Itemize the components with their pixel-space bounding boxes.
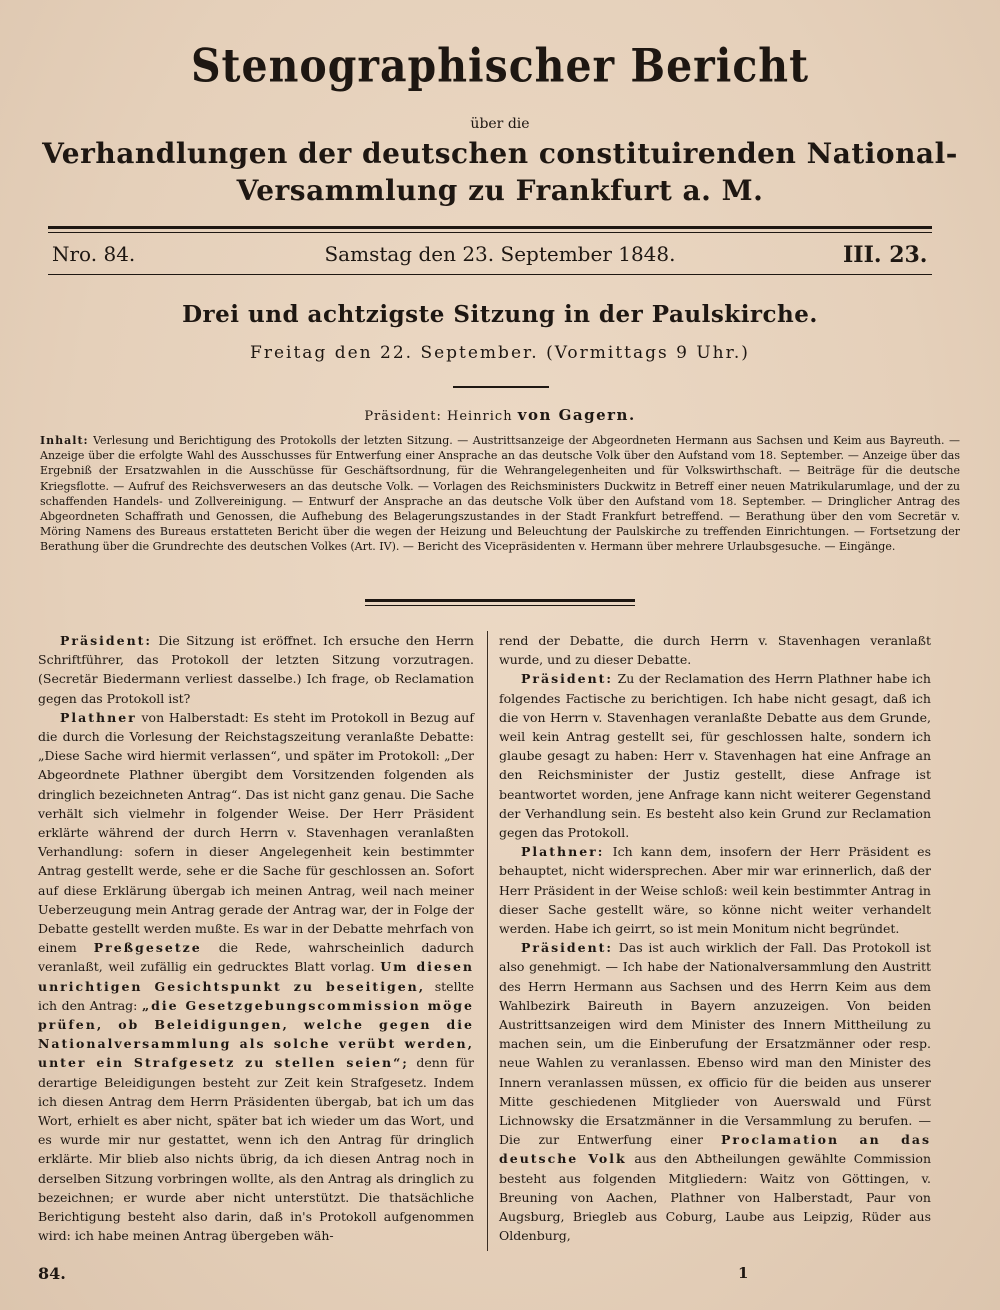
speech-text: Das ist auch wirklich der Fall. Das Protokoll ist also genehmigt. — Ich habe der Nationalversammlung den Austritt des Herrn Hermann aus Sachsen und des Herrn Keim aus dem Wahlbezirk Baireuth in Bayern anzuzeigen. Von beiden Austrittsanzeigen wird dem Minister des Innern Mittheilung zu machen sein, um die Einberufung der Ersatzmänner oder resp. neue Wahlen zu veranlassen. Ebenso wird man den Minister des Innern veranlassen müssen, ex officio für die beiden aus unserer Mitte geschiedenen Mitglieder von Auerswald und Fürst Lichnowsky die Ersatzmänner in die Versammlung zu berufen. — Die zur Entwerfung einer bbox=[499, 940, 931, 1148]
contents-label: Inhalt: bbox=[40, 434, 89, 447]
president-line bbox=[0, 406, 1000, 424]
speaker-name: Plathner: bbox=[521, 844, 605, 860]
issue-date: Samstag den 23. September 1848. bbox=[324, 242, 676, 266]
speech-text: von Halberstadt: Es steht im Protokoll in Bezug auf die durch die Vorlesung der Reichstagszeitung veranlaßte Debatte: „Diese Sache wird hiermit verlassen“, und später im Protokoll: „Der Abgeordnete Plathner übergibt dem Vorsitzenden folgenden als dringlich bezeichneten Antrag“. Das ist nicht ganz genau. Die Sache verhält sich vielmehr in folgender Weise. Der Herr Präsident erklärte während der durch Herrn v. Stavenhagen veranlaßten Verhandlung: sofern in dieser Angelegenheit kein bestimmter Antrag gestellt werde, sehe er die Sache für geschlossen an. Sofort auf diese Erklärung übergab ich meinen Antrag, weil nach meiner Ueberzeugung mein Antrag gerade der Antrag war, der in Folge der Debatte gestellt werden mußte. Es war in der Debatte mehrfach von einem bbox=[38, 709, 474, 956]
speech-text: rend der Debatte, die durch Herrn v. Stavenhagen veranlaßt wurde, und zu dieser Debatte. bbox=[499, 633, 931, 668]
president-first-name: Heinrich bbox=[447, 409, 513, 424]
masthead-subtitle-line1: Verhandlungen der deutschen constituirenden National- bbox=[42, 137, 958, 170]
speech-text: Zu der Reclamation des Herrn Plathner habe ich folgendes Factische zu berichtigen. Ich habe nicht gesagt, daß ich die von Herrn v. Stavenhagen veranlaßte Debatte aus dem Grunde, weil kein Antrag gestellt sei, für geschlossen halte, sondern ich glaube gesagt zu haben: Herr v. Stavenhagen hat eine Anfrage an den Reichsminister der Justiz gestellt, diese Anfrage ist beantwortet worden, jene Anfrage kann nicht weiterer Gegenstand der Verhandlung sein. Es besteht also kein Grund zur Reclamation gegen das Protokoll. bbox=[499, 671, 931, 841]
speech-text: aus den Abtheilungen gewählte Commission besteht aus folgenden Mitgliedern: Waitz von Göttingen, v. Breuning von Aachen, Plathner von Halberstadt, Paur von Augsburg, Briegleb aus Coburg, Laube aus Leipzig, Rüder aus Oldenburg, bbox=[499, 1151, 931, 1244]
session-divider bbox=[453, 386, 549, 388]
speech-text: die Rede, wahrscheinlich dadurch veranlaßt, weil zufällig ein gedrucktes Blatt vorlag. bbox=[38, 940, 474, 975]
speech-text: denn für derartige Beleidigungen besteht zur Zeit kein Strafgesetz. Indem ich diesen Antrag dem Herrn Präsidenten übergab, bat ich um das Wort, erhielt es aber nicht, später bat ich wieder um das Wort, und es wurde mir nur gestattet, wenn ich den Antrag für dringlich erklärte. Mir blieb also nichts übrig, da ich diesen Antrag noch in derselben Sitzung vorbringen wollte, als den Antrag als dringlich zu bezeichnen; er wurde aber nicht unterstützt. Die thatsächliche Berichtigung besteht also darin, daß in's Protokoll aufgenommen wird: ich habe meinen Antrag übergeben wäh- bbox=[38, 1055, 474, 1244]
speaker-name: Präsident: bbox=[521, 671, 614, 687]
speech-text: stellte ich den Antrag: bbox=[38, 978, 474, 1013]
column-divider bbox=[487, 631, 488, 1251]
masthead-rule-thin bbox=[48, 232, 932, 233]
speech-text: Die Sitzung ist eröffnet. Ich ersuche den Herrn Schriftführer, das Protokoll der letzten Sitzung vorzutragen. (Secretär Biedermann verliest dasselbe.) Ich frage, ob Reclamation gegen das Protokoll ist? bbox=[38, 633, 474, 706]
speaker-name: Plathner bbox=[60, 709, 137, 725]
table-of-contents bbox=[40, 433, 960, 555]
masthead-rule-thick bbox=[48, 226, 932, 229]
paragraph bbox=[38, 708, 474, 1246]
session-date: Freitag den 22. September. (Vormittags 9 Uhr.) bbox=[250, 343, 750, 363]
president-name: von Gagern. bbox=[517, 406, 636, 424]
paragraph bbox=[499, 669, 931, 842]
spaced-emphasis: Preßgesetze bbox=[93, 940, 202, 956]
speech-text: Ich kann dem, insofern der Herr Präsident es behauptet, nicht widersprechen. Aber mir war erinnerlich, daß der Herr Präsident in der Weise schloß: weil kein bestimmter Antrag in dieser Sache gestellt wäre, so könne nicht weiter verhandelt werden. Habe ich geirrt, so ist mein Monitum nicht begründet. bbox=[499, 844, 931, 937]
spaced-emphasis: „die Gesetzgebungscommission möge prüfen, ob Beleidigungen, welche gegen die Nationalversammlung als solche verübt werden, unter ein Strafgesetz zu stellen seien“; bbox=[38, 997, 475, 1071]
issue-rule bbox=[48, 274, 932, 275]
paragraph bbox=[499, 842, 931, 938]
president-label: Präsident: bbox=[364, 409, 442, 424]
masthead-title: Stenographischer Bericht bbox=[190, 39, 810, 93]
speaker-name: Präsident: bbox=[60, 633, 153, 648]
speaker-name: Präsident: bbox=[521, 940, 614, 956]
spaced-emphasis: Proclamation an das deutsche Volk bbox=[499, 1132, 931, 1167]
issue-number: Nro. 84. bbox=[52, 242, 136, 266]
paragraph bbox=[38, 631, 474, 708]
signature-mark: 84. bbox=[38, 1264, 66, 1283]
paragraph bbox=[499, 938, 931, 1245]
masthead-ueber-die: über die bbox=[470, 116, 530, 132]
session-title: Drei und achtzigste Sitzung in der Paulskirche. bbox=[182, 301, 818, 328]
contents-rule-thin bbox=[365, 605, 635, 606]
masthead-subtitle-line2: Versammlung zu Frankfurt a. M. bbox=[236, 174, 764, 207]
paragraph bbox=[499, 631, 931, 669]
column-right bbox=[499, 631, 931, 1271]
spaced-emphasis: Um diesen unrichtigen Gesichtspunkt zu beseitigen, bbox=[38, 959, 474, 994]
contents-rule-thick bbox=[365, 599, 635, 602]
column-left bbox=[38, 631, 474, 1281]
issue-volume: III. 23. bbox=[843, 242, 928, 268]
page-number: 1 bbox=[738, 1264, 749, 1282]
contents-text: Verlesung und Berichtigung des Protokolls der letzten Sitzung. — Austrittsanzeige der Abgeordneten Hermann aus Sachsen und Keim aus Bayreuth. — Anzeige über die erfolgte Wahl des Ausschusses für Entwerfung einer Ansprache an das deutsche Volk über den Aufstand vom 18. September. — Anzeige über das Ergebniß der Ersatzwahlen in die Ausschüsse für Geschäftsordnung, für die Wehrangelegenheiten und für Volkswirthschaft. — Beiträge für die deutsche Kriegsflotte. — Aufruf des Reichsverwesers an das deutsche Volk. — Vorlagen des Reichsministers Duckwitz in Betreff einer neuen Matrikularumlage, und der zu schaffenden Handels- und Zollvereinigung. — Entwurf der Ansprache an das deutsche Volk über den Aufstand vom 18. September. — Dringlicher Antrag des Abgeordneten Schaffrath und Genossen, die Aufhebung des Belagerungszustandes in der Stadt Frankfurt betreffend. — Berathung über den vom Secretär v. Möring Namens des Bureaus erstatteten Bericht über die wegen der Heizung und Beleuchtung der Paulskirche zu treffenden Einrichtungen. — Fortsetzung der Berathung über die Grundrechte des deutschen Volkes (Art. IV). — Bericht des Vicepräsidenten v. Hermann über mehrere Urlaubsgesuche. — Eingänge. bbox=[40, 434, 961, 554]
